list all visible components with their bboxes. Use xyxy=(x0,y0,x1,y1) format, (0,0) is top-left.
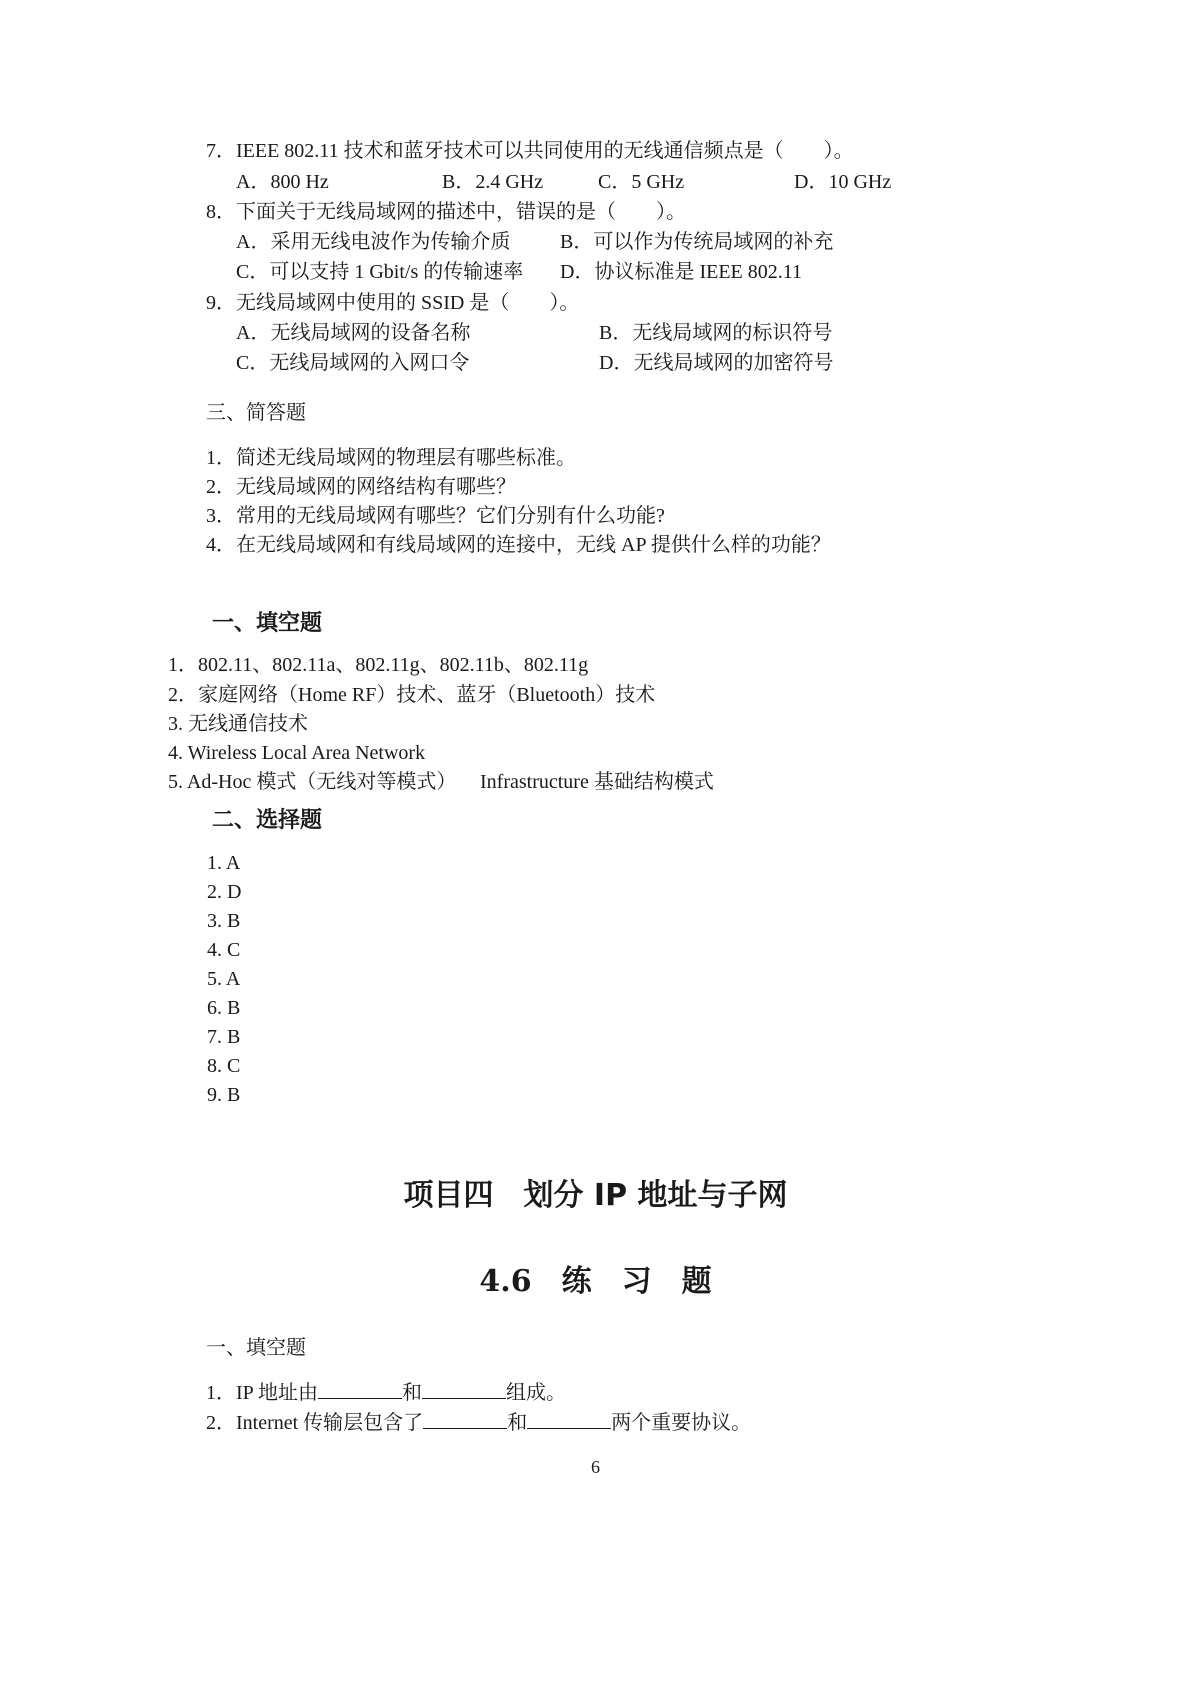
question-9-option-d: D．无线局域网的加密符号 xyxy=(599,352,834,374)
question-1-text-pre: 1．IP 地址由 xyxy=(206,1382,319,1404)
answer-fill-item: 2．家庭网络（Home RF）技术、蓝牙（Bluetooth）技术 xyxy=(168,684,656,706)
question-8-option-a: A．采用无线电波作为传输介质 xyxy=(236,231,511,253)
answer-choice-item: 6. B xyxy=(207,997,241,1019)
answer-blank[interactable] xyxy=(318,1380,402,1399)
answer-choice-item: 4. C xyxy=(207,939,241,961)
question-8-stem: 8．下面关于无线局域网的描述中，错误的是（ ）。 xyxy=(206,201,686,223)
answer-choice-item: 3. B xyxy=(207,910,241,932)
new-fill-question-1 xyxy=(206,1380,566,1405)
question-1-text-post: 组成。 xyxy=(506,1382,567,1404)
question-2-text-post: 两个重要协议。 xyxy=(611,1412,752,1434)
question-9-stem: 9．无线局域网中使用的 SSID 是（ ）。 xyxy=(206,292,580,314)
question-2-text-pre: 2．Internet 传输层包含了 xyxy=(206,1412,424,1434)
answer-choice-item: 2. D xyxy=(207,881,242,903)
answers-fill-heading: 一、填空题 xyxy=(212,611,323,636)
question-9-option-a: A．无线局域网的设备名称 xyxy=(236,322,471,344)
question-2-text-mid: 和 xyxy=(507,1412,528,1434)
new-fill-heading: 一、填空题 xyxy=(206,1335,306,1359)
question-8-option-b: B．可以作为传统局域网的补充 xyxy=(560,231,834,253)
answer-choice-item: 5. A xyxy=(207,968,241,990)
answer-choice-item: 9. B xyxy=(207,1084,241,1106)
short-answer-heading: 三、简答题 xyxy=(206,400,306,424)
answer-fill-item: 4. Wireless Local Area Network xyxy=(168,742,426,764)
answer-blank[interactable] xyxy=(422,1380,506,1399)
question-8-option-d: D．协议标准是 IEEE 802.11 xyxy=(560,261,803,283)
answer-blank[interactable] xyxy=(527,1410,611,1429)
answer-fill-item: 5. Ad-Hoc 模式（无线对等模式） xyxy=(168,771,457,793)
answer-fill-item: 1．802.11、802.11a、802.11g、802.11b、802.11g xyxy=(168,654,589,676)
answer-choice-item: 8. C xyxy=(207,1055,241,1077)
page-number: 6 xyxy=(591,1457,600,1477)
question-7-option-c: C．5 GHz xyxy=(598,171,685,193)
short-answer-item: 1．简述无线局域网的物理层有哪些标准。 xyxy=(206,447,576,469)
answer-choice-item: 7. B xyxy=(207,1026,241,1048)
question-7-option-d: D．10 GHz xyxy=(794,171,892,193)
answer-fill-item: 3. 无线通信技术 xyxy=(168,713,308,735)
question-9-option-c: C．无线局域网的入网口令 xyxy=(236,352,470,374)
new-fill-question-2 xyxy=(206,1410,751,1435)
exercise-title: 4.6 练 习 题 xyxy=(479,1264,712,1299)
short-answer-item: 4．在无线局域网和有线局域网的连接中，无线 AP 提供什么样的功能？ xyxy=(206,534,831,556)
answers-choice-heading: 二、选择题 xyxy=(212,808,323,833)
short-answer-item: 3．常用的无线局域网有哪些？它们分别有什么功能? xyxy=(206,505,665,527)
chapter-title: 项目四 划分 IP 地址与子网 xyxy=(403,1178,788,1213)
answer-choice-item: 1. A xyxy=(207,852,241,874)
answer-fill-item-extra: Infrastructure 基础结构模式 xyxy=(480,771,714,793)
question-7-stem: 7．IEEE 802.11 技术和蓝牙技术可以共同使用的无线通信频点是（ ）。 xyxy=(206,140,854,162)
question-7-option-a: A．800 Hz xyxy=(236,171,329,193)
question-9-option-b: B．无线局域网的标识符号 xyxy=(599,322,833,344)
question-1-text-mid: 和 xyxy=(402,1382,423,1404)
question-7-option-b: B．2.4 GHz xyxy=(442,171,544,193)
short-answer-item: 2．无线局域网的网络结构有哪些？ xyxy=(206,476,516,498)
answer-blank[interactable] xyxy=(423,1410,507,1429)
question-8-option-c: C．可以支持 1 Gbit/s 的传输速率 xyxy=(236,261,524,283)
